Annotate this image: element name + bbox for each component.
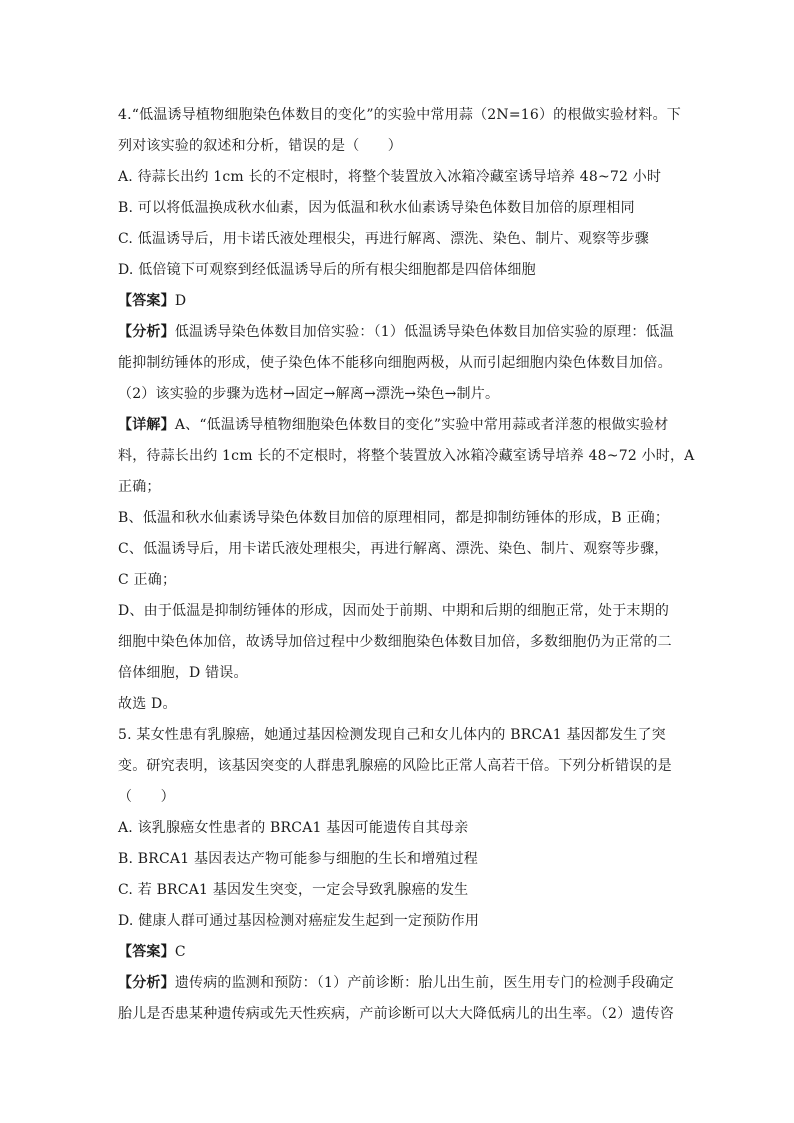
- q4-detail-line9: 倍体细胞，D 错误。: [118, 665, 248, 681]
- q5-analysis-line2: 胎儿是否患某种遗传病或先天性疾病，产前诊断可以大大降低病儿的出生率。（2）遗传咨: [118, 1006, 674, 1022]
- analysis-tag: 【分析】: [118, 324, 175, 340]
- q5-answer: [118, 937, 678, 968]
- q4-detail-line7: D、由于低温是抑制纺锤体的形成，因而处于前期、中期和后期的细胞正常，处于末期的: [118, 603, 670, 619]
- analysis-tag: 【分析】: [118, 975, 175, 991]
- document-page: [118, 100, 695, 1030]
- detail-tag: 【详解】: [118, 417, 175, 433]
- q4-detail-line8: 细胞中染色体加倍，故诱导加倍过程中少数细胞染色体数目加倍，多数细胞仍为正常的二: [118, 634, 672, 650]
- q5-option-a: A. 该乳腺癌女性患者的 BRCA1 基因可能遗传自其母亲: [118, 820, 469, 836]
- q4-detail-line1: [118, 410, 678, 441]
- q4-option-d: D. 低倍镜下可观察到经低温诱导后的所有根尖细胞都是四倍体细胞: [118, 262, 536, 278]
- q4-option-c: C. 低温诱导后，用卡诺氏液处理根尖，再进行解离、漂洗、染色、制片、观察等步骤: [118, 231, 649, 247]
- answer-tag: 【答案】: [118, 944, 175, 960]
- q5-stem-line2: 变。研究表明，该基因突变的人群患乳腺癌的风险比正常人高若干倍。下列分析错误的是: [118, 758, 672, 774]
- q4-analysis-line1: [118, 317, 678, 348]
- q5-stem-line3: （ ）: [118, 789, 175, 805]
- q4-stem-line2: 列对该实验的叙述和分析，错误的是（ ）: [118, 138, 402, 154]
- analysis-text: 遗传病的监测和预防：（1）产前诊断：胎儿出生前，医生用专门的检测手段确定: [174, 975, 674, 991]
- q4-conclusion: 故选 D。: [118, 696, 177, 712]
- q4-detail-line3: 正确；: [118, 479, 161, 495]
- q4-detail-line4: B、低温和秋水仙素诱导染色体数目加倍的原理相同，都是抑制纺锤体的形成，B 正确；: [118, 510, 670, 526]
- q4-detail-line5: C、低温诱导后，用卡诺氏液处理根尖，再进行解离、漂洗、染色、制片、观察等步骤，: [118, 541, 669, 557]
- q4-option-a: A. 待蒜长出约 1cm 长的不定根时，将整个装置放入冰箱冷藏室诱导培养 48~72 小时: [118, 169, 662, 185]
- answer-value: D: [174, 293, 187, 309]
- analysis-text: 低温诱导染色体数目加倍实验：（1）低温诱导染色体数目加倍实验的原理：低温: [174, 324, 674, 340]
- q4-detail-line6: C 正确；: [118, 572, 177, 588]
- answer-tag: 【答案】: [118, 293, 175, 309]
- q4-analysis-line3: （2）该实验的步骤为选材→固定→解离→漂洗→染色→制片。: [118, 386, 500, 402]
- q4-analysis-line2: 能抑制纺锤体的形成，使子染色体不能移向细胞两极，从而引起细胞内染色体数目加倍。: [118, 355, 672, 371]
- q5-stem-line1: 5. 某女性患有乳腺癌，她通过基因检测发现自己和女儿体内的 BRCA1 基因都发生了突: [118, 727, 666, 743]
- q5-option-c: C. 若 BRCA1 基因发生突变，一定会导致乳腺癌的发生: [118, 882, 469, 898]
- detail-text: A、“低温诱导植物细胞染色体数目的变化”实验中常用蒜或者洋葱的根做实验材: [174, 417, 669, 433]
- q5-option-b: B. BRCA1 基因表达产物可能参与细胞的生长和增殖过程: [118, 851, 478, 867]
- q4-stem-line1: 4.“低温诱导植物细胞染色体数目的变化”的实验中常用蒜（2N=16）的根做实验材料。下: [118, 107, 681, 123]
- q4-detail-line2: 料，待蒜长出约 1cm 长的不定根时，将整个装置放入冰箱冷藏室诱导培养 48~72 小时，A: [118, 448, 695, 464]
- q5-option-d: D. 健康人群可通过基因检测对癌症发生起到一定预防作用: [118, 913, 480, 929]
- q4-answer: [118, 286, 678, 317]
- answer-value: C: [174, 944, 186, 960]
- q4-option-b: B. 可以将低温换成秋水仙素，因为低温和秋水仙素诱导染色体数目加倍的原理相同: [118, 200, 635, 216]
- q5-analysis-line1: [118, 968, 678, 999]
